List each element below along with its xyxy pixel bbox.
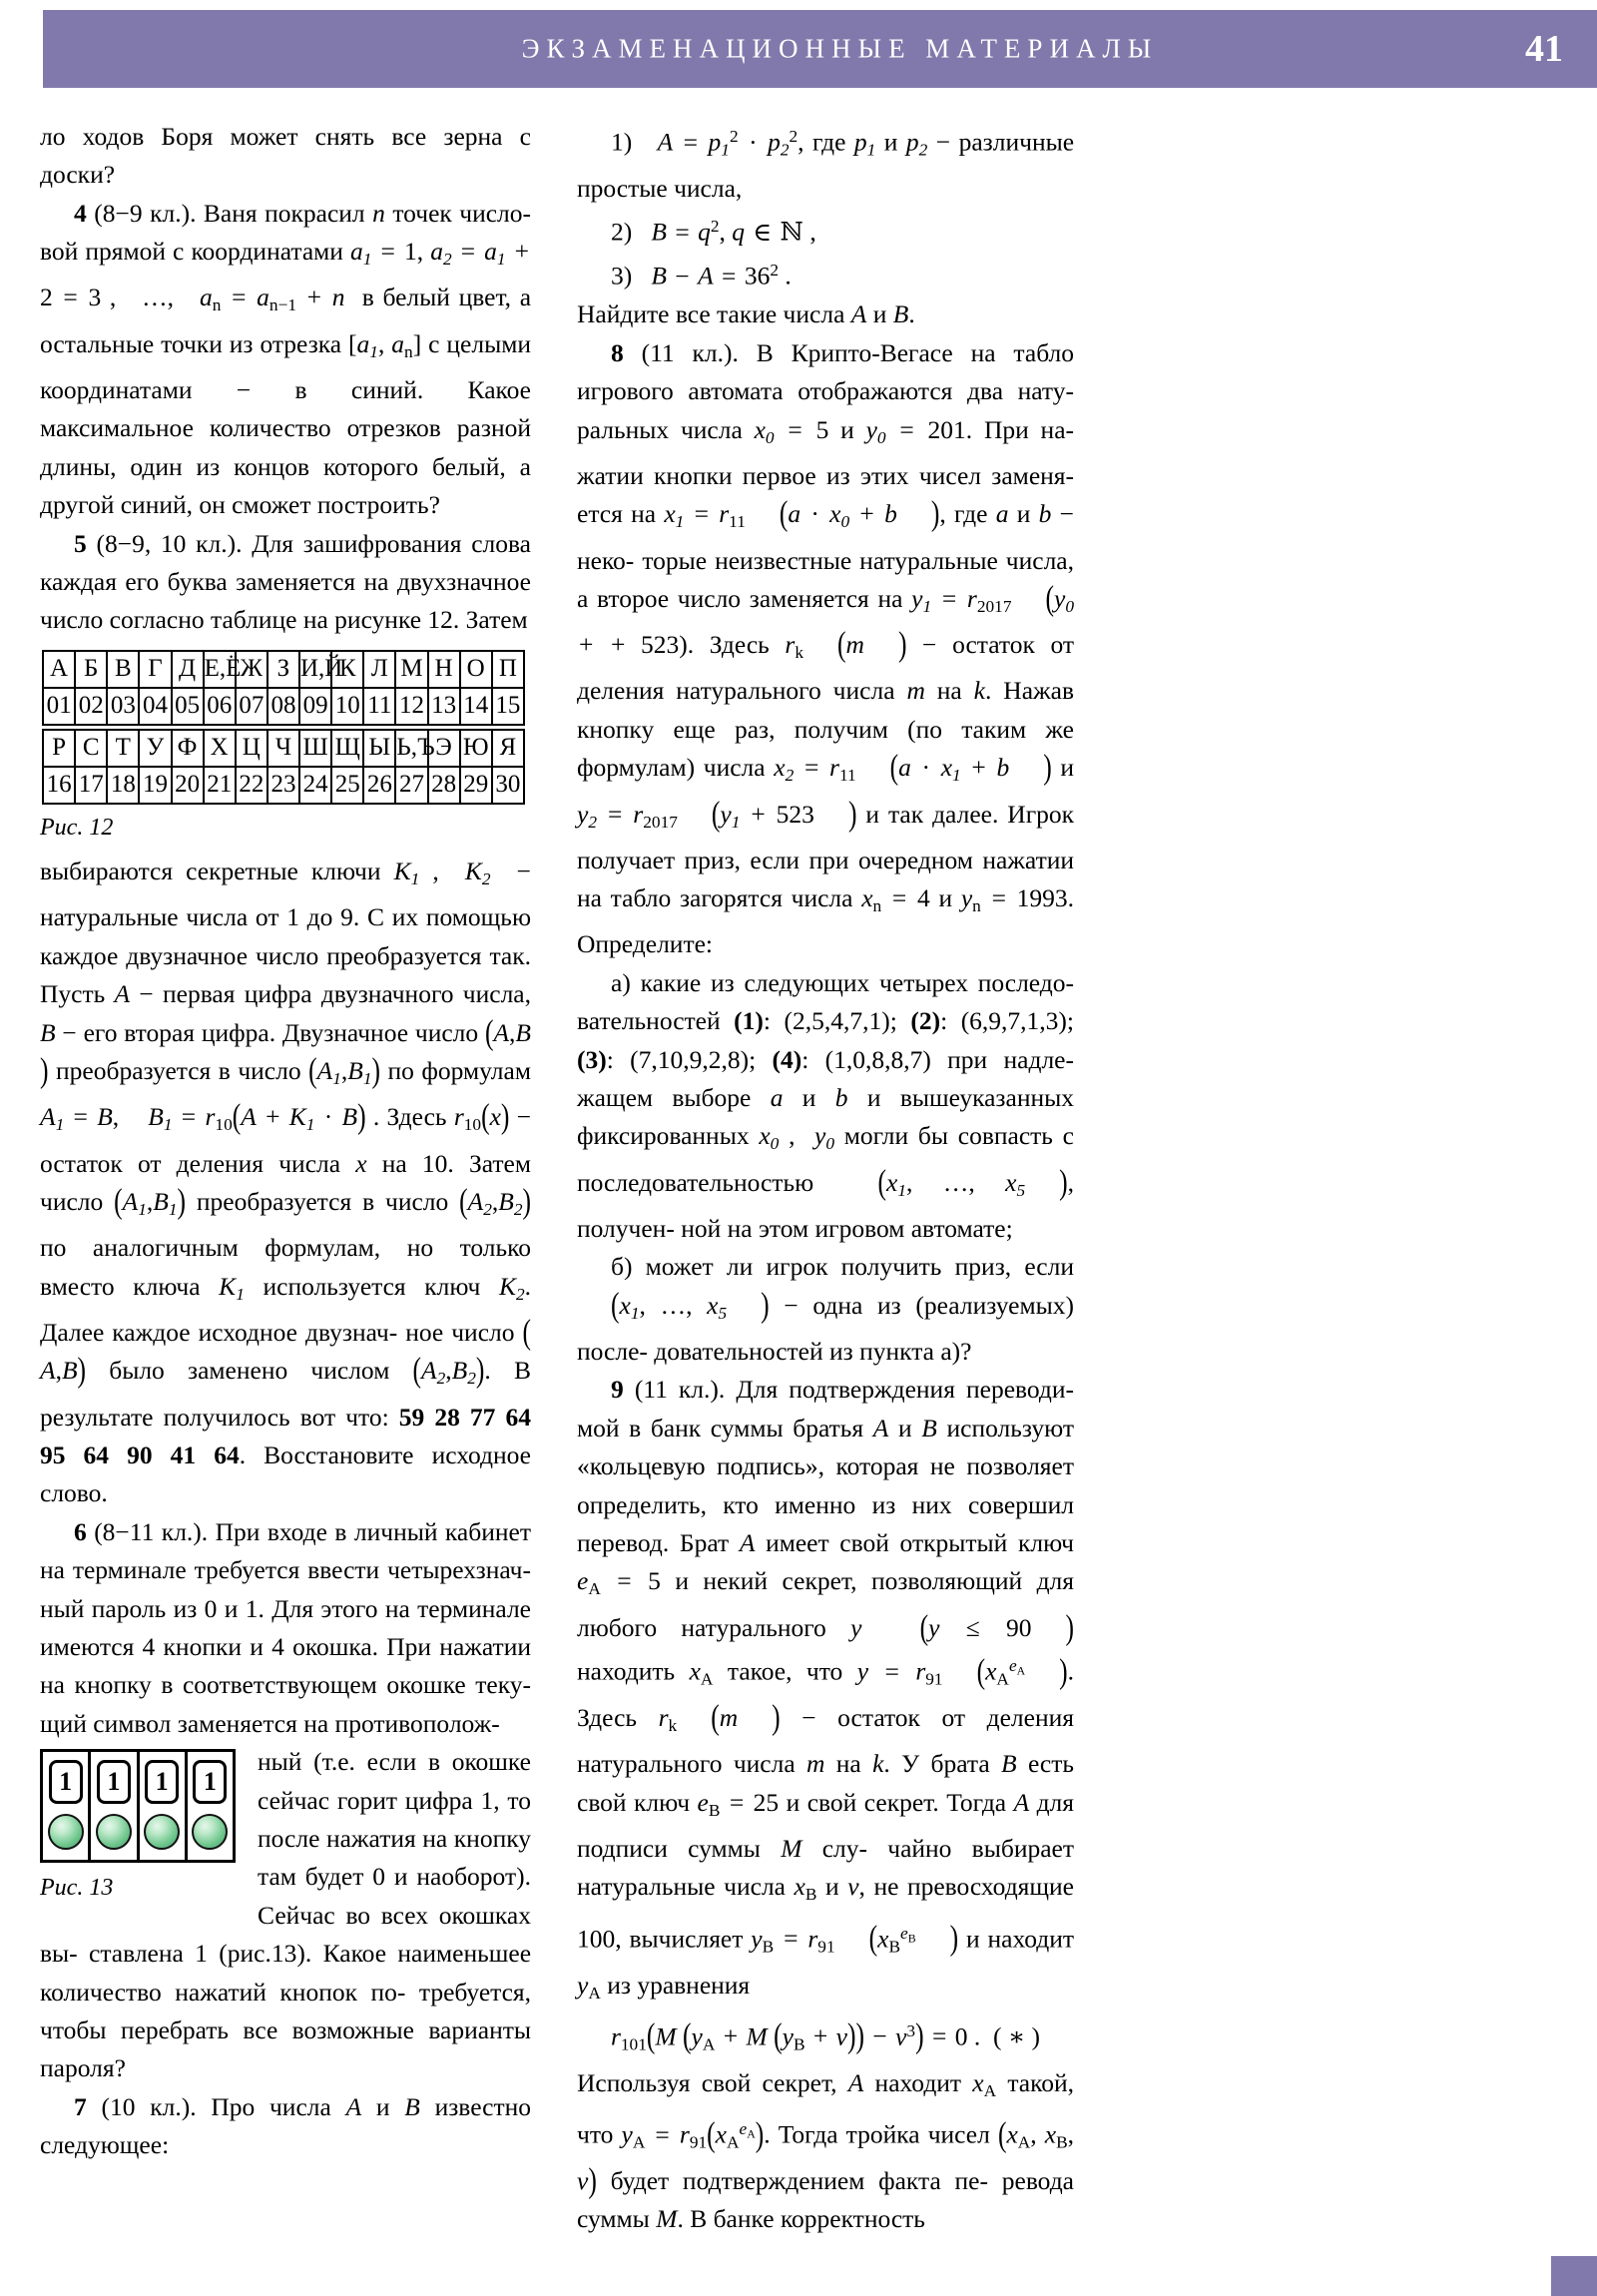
star-label: ( ∗ ) <box>992 2021 1041 2051</box>
seq-3-label: (3) <box>577 1044 607 1074</box>
p8-a-line4b: и <box>783 1083 835 1113</box>
figure-12 <box>40 650 531 847</box>
cell-letter: К <box>331 651 363 688</box>
p9-line16: что <box>577 2119 622 2149</box>
cell-letter: Д <box>172 651 204 688</box>
p9-line2b: и <box>888 1413 922 1442</box>
p5b-line10b: по аналогичным формулам, <box>40 1233 381 1263</box>
problem-4-number: 4 <box>74 198 87 228</box>
p8-line5: ется на <box>577 499 665 529</box>
cell-letter: Х <box>204 730 236 767</box>
item-1-tail3: − различные <box>927 127 1075 157</box>
terminal-slot <box>188 1752 233 1860</box>
cell-letter: Ь,Ъ <box>395 730 427 767</box>
p6-line8: требуется, чтобы перебрать все возможные <box>40 1977 532 2045</box>
table-row-codes-2 <box>43 767 524 804</box>
seq-2-label: (2) <box>910 1006 941 1036</box>
cell-letter: Б <box>75 651 107 688</box>
p8-line10: еще раз, получим (по таким же формулам) <box>577 714 1074 783</box>
problem-4-grade: (8−9 кл.). <box>94 198 197 228</box>
table-row-letters-1 <box>43 651 524 688</box>
p8-line8b: − остаток от деления <box>577 630 1075 706</box>
p9-line5b: имеет свой открытый ключ <box>755 1528 1074 1558</box>
p6-line7: наименьшее количество нажатий кнопок по- <box>40 1939 532 2007</box>
cell-letter: В <box>107 651 139 688</box>
p8-a-line5b: могли бы совпасть с <box>833 1121 1075 1151</box>
display-window: 1 <box>49 1760 83 1804</box>
p8-line6: торые неизвестные натуральные числа, а <box>577 545 1074 613</box>
p9-line8c: − <box>780 1703 816 1733</box>
cell-code: 18 <box>107 767 139 804</box>
p9-line10c: и свой <box>779 1787 857 1817</box>
p8-line3: ральных числа <box>577 414 755 444</box>
p9-line11b: для подписи суммы <box>577 1787 1075 1863</box>
figure-13-caption: Рис. 13 <box>40 1875 114 1902</box>
p7-line2: следующее: <box>40 2130 170 2160</box>
page-number: 41 <box>1525 28 1563 70</box>
cell-code: 20 <box>172 767 204 804</box>
problem-9: 9 (11 кл.). Для подтверждения переводи- мой в банк суммы братья A и B используют «кольцевую подпись», которая не позволяет определить, кто именно из них совершил перевод. Брат A имеет свой открытый ключ $e_A = 5$ и некий секрет, позволяющий для любого натурального y (y ≤ 90 ) находить $x_A$ такое, что $y = r_{91}$ ($x_A^{e_A}$ ). Здесь $r_k$ (m ) − остаток от деления натурального числа m на k. У брата B есть свой ключ $e_B = 25$ и свой секрет. Тогда A для подписи суммы M слу- чайно выбирает натуральные числа $x_B$ и v, не превосходящие 100, вычисляет $y_B = r_{91}$ ($x_B^{e_B}$ ) и находит $y_A$ из уравнения <box>577 1375 1075 2003</box>
cell-code: 24 <box>299 767 331 804</box>
p8-line5c: и <box>1008 499 1039 529</box>
cell-code: 01 <box>43 688 75 725</box>
problem-8: 8 (11 кл.). В Крипто-Вегасе на табло игрового автомата отображаются два нату- ральных числа $x_0 = 5$ и $y_0 = 201$. При на- жатии кнопки первое из этих чисел заменя- ется на $x_1 = r_{11}$ ($a \cdot x_0 + b$ ), где a и b − неко- торые неизвестные натуральные числа, а второе число заменяется на $y_1 = r_{2017}$ ($y_0$ + + 523). Здесь $r_k$ (m ) − остаток от деления натурального числа m на k. Нажав кнопку еще раз, получим (по таким же формулам) числа $x_2 = r_{11}$ ($a \cdot x_1 + b$ ) и $y_2 = r_{2017}$ ($y_1 + 523$ ) и так далее. Игрок получает приз, если при очередном нажатии на табло загорятся числа $x_n = 4$ и $y_n = 1993$. Определите: <box>577 337 1075 959</box>
cell-letter: Я <box>492 730 524 767</box>
cont-text: ло ходов Боря может снять все зерна с доски? <box>40 122 531 190</box>
p9-line2c: используют <box>936 1413 1075 1442</box>
problem-8-grade: (11 кл.). <box>641 337 739 367</box>
problem-7-number: 7 <box>74 2091 87 2121</box>
p9-line11c: слу- <box>801 1833 867 1863</box>
problem-7-item-2: 2) $B = q^2$, q ∈ ℕ , <box>611 217 816 247</box>
p9-line1: Для подтверждения переводи- <box>725 1375 1075 1405</box>
cell-letter: Ц <box>236 730 267 767</box>
problem-4-line6: длины, один из концов которого белый, а <box>40 451 531 481</box>
cell-code: 28 <box>428 767 460 804</box>
cell-code: 19 <box>139 767 171 804</box>
p5b-line8c: на <box>366 1148 407 1178</box>
cipher-table-part1 <box>42 650 525 726</box>
cell-letter: Е,Ё <box>204 651 236 688</box>
p9-line15c: такой, <box>996 2067 1074 2097</box>
p9-line10b: есть свой ключ <box>577 1749 1074 1817</box>
p6-line4: имеются 4 кнопки и 4 окошка. При нажатии <box>40 1632 531 1661</box>
p8-line2: игрового автомата отображаются два нату- <box>577 376 1074 406</box>
p5b-line13b: было заменено числом <box>86 1356 390 1386</box>
problem-9-number: 9 <box>611 1375 624 1405</box>
p8-line3b: и <box>828 414 866 444</box>
cell-letter: Ф <box>172 730 204 767</box>
cell-letter: Т <box>107 730 139 767</box>
p7-line1b: и <box>361 2091 405 2121</box>
cell-code: 23 <box>267 767 299 804</box>
cell-code: 12 <box>395 688 427 725</box>
problem-4-line3: цвет, а остальные точки из отрезка <box>40 283 532 358</box>
terminal-slot <box>43 1752 91 1860</box>
p9-line8b: . Здесь <box>577 1656 1075 1733</box>
p8-line3c: . При на- <box>965 414 1075 444</box>
cell-letter: Г <box>139 651 171 688</box>
cell-code: 25 <box>331 767 363 804</box>
p9-line12: чайно выбирает натуральные числа <box>577 1833 1075 1902</box>
cell-code: 09 <box>299 688 331 725</box>
p8-a-line7: ной на этом игровом автомате; <box>681 1213 1013 1243</box>
p9-line4: определить, кто именно из них совершил <box>577 1489 1074 1519</box>
p8-a-line2: вательностей <box>577 1006 735 1036</box>
seq-1-label: (1) <box>734 1006 764 1036</box>
p8-line9b: на <box>924 676 974 706</box>
p9-line18: ревода суммы <box>577 2165 1074 2234</box>
cell-code: 22 <box>236 767 267 804</box>
p8-b-line1: б) может ли игрок получить приз, если <box>611 1252 1074 1282</box>
cell-code: 29 <box>460 767 492 804</box>
p8-line8: + 523). Здесь <box>611 630 786 660</box>
cell-code: 21 <box>204 767 236 804</box>
problem-8-part-a: а) какие из следующих четырех последо- вательностей (1): (2,5,4,7,1); (2): (6,9,7,1,3); (3): (7,10,9,2,8); (4): (1,0,8,8,7) при надле- жащем выборе a и b и вышеуказанных фиксированных $x_0$ , $y_0$ могли бы совпасть с последовательностью ($x_1$, …, $x_5$ ), получен- ной на этом игровом автомате; <box>577 967 1075 1243</box>
p5b-line8b: − остаток от деления числа <box>40 1102 532 1178</box>
p5b-line2: натуральные числа от 1 до 9. С их помощью <box>40 902 531 932</box>
p9-line14b: из уравнения <box>600 1970 751 2000</box>
cell-code: 10 <box>331 688 363 725</box>
seq-1-values: (2,5,4,7,1) <box>784 1006 890 1036</box>
problem-4-line7: другой синий, он сможет построить? <box>40 490 440 520</box>
p5b-line1: выбираются секретные ключи <box>40 857 394 886</box>
p6-wrap6: ставлена 1 (рис.13). Какое <box>89 1939 387 1969</box>
p8-a-line4: жащем выборе <box>577 1083 771 1113</box>
p5b-line10: число <box>385 1187 460 1216</box>
cell-letter: О <box>460 651 492 688</box>
p9-line7b: находить <box>577 1656 676 1686</box>
cell-letter: У <box>139 730 171 767</box>
p9-line15b: находит <box>863 2067 973 2097</box>
p5b-line13: ное число <box>405 1317 523 1347</box>
p5b-line8: Здесь <box>386 1102 454 1132</box>
problem-4-line4: целыми координатами − в синий. Какое <box>40 328 531 404</box>
problem-8-part-b: б) может ли игрок получить приз, если ($x_1$, …, $x_5$ ) − одна из (реализуемых) после- довательностей из пункта а)? <box>577 1252 1074 1367</box>
p5b-line4b: − первая цифра двузначного числа, <box>130 979 531 1009</box>
find-text: Найдите все такие числа <box>577 299 851 329</box>
item-1-tail: , где <box>798 127 854 157</box>
terminal-slot <box>140 1752 188 1860</box>
cell-code: 02 <box>75 688 107 725</box>
problem-4-line3b: с <box>421 328 440 358</box>
problem-9-grade: (11 кл.). <box>634 1375 726 1405</box>
problem-5-line2: каждая его буква заменяется на двухзначное <box>40 567 531 596</box>
cell-letter: Ы <box>363 730 395 767</box>
p6-wrap4: там будет 0 и наоборот). <box>258 1862 531 1892</box>
cell-letter: А <box>43 651 75 688</box>
seq-4-label: (4) <box>772 1044 802 1074</box>
p9-line12b: и <box>816 1872 848 1902</box>
p6-line2: на терминале требуется ввести четырехзнач- <box>40 1555 531 1585</box>
p5b-line12: ключ <box>424 1271 499 1301</box>
p5b-line11b: используется <box>244 1271 406 1301</box>
problem-4-line2: вой прямой с координатами <box>40 237 351 267</box>
p6-line1: При входе в личный кабинет <box>208 1516 531 1546</box>
p5b-line12b: . Далее каждое исходное двузнач- <box>40 1271 532 1347</box>
find-text-c: . <box>908 299 915 329</box>
display-window: 1 <box>97 1760 131 1804</box>
problem-5-grade: (8−9, 10 кл.). <box>96 528 243 558</box>
cell-code: 06 <box>204 688 236 725</box>
cell-letter: М <box>395 651 427 688</box>
problem-6-number: 6 <box>74 1516 87 1546</box>
problem-5-continued: выбираются секретные ключи $K_1$ , $K_2$ − натуральные числа от 1 до 9. С их помощью каждое двузначное число преобразуется так. Пусть A − первая цифра двузначного числа, B − его вторая цифра. Двузначное число (A,B) преобразуется в число $(A_1,B_1)$ по формулам $A_1 = B$, $B_1 = r_{10}(A + K_1 \cdot B)$ . Здесь $r_{10}(x)$ − остаток от деления числа x на 10. Затем число $(A_1,B_1)$ преобразуется в число $(A_2,B_2)$ по аналогичным формулам, но только вместо ключа $K_1$ используется ключ $K_2$. Далее каждое исходное двузнач- ное число (A,B) было заменено числом $(A_2,B_2)$. В результате получилось вот что: 59 28 77 64 95 64 90 41 64. Восстановите исходное слово. <box>40 857 532 1508</box>
p8-line12: и так далее. Игрок получает приз, если при <box>577 799 1075 874</box>
cell-code: 14 <box>460 688 492 725</box>
p5b-line4: Пусть <box>40 979 115 1009</box>
p9-line9b: на <box>824 1749 861 1779</box>
cipher-result: 59 28 77 64 95 64 90 41 64 <box>40 1402 531 1469</box>
p8-a-line6: последовательностью <box>577 1167 844 1197</box>
p5b-line14: . В результате получилось вот что: <box>40 1356 531 1432</box>
p9-line7: любого натурального <box>577 1612 851 1642</box>
cell-code: 26 <box>363 767 395 804</box>
problem-7: 7 (10 кл.). Про числа A и B известно следующее: <box>40 2091 532 2160</box>
problem-7-grade: (10 кл.). <box>101 2091 197 2121</box>
push-button-icon[interactable] <box>96 1814 132 1850</box>
cell-letter: Л <box>363 651 395 688</box>
cell-code: 30 <box>492 767 524 804</box>
p8-a-line3: при надле- <box>930 1044 1074 1074</box>
problem-4-line5: максимальное количество отрезков разной <box>40 413 531 443</box>
cell-letter: Ж <box>236 651 267 688</box>
problem-8-number: 8 <box>611 337 624 367</box>
p8-a-line5: фиксированных <box>577 1121 760 1151</box>
cell-letter: Ю <box>460 730 492 767</box>
p8-line5b: , где <box>939 499 996 529</box>
p8-line4: жатии кнопки первое из этих чисел заменя- <box>577 460 1074 490</box>
find-text-b: и <box>866 299 893 329</box>
p9-line13: не превосходящие 100, вычисляет <box>577 1872 1074 1954</box>
cell-letter: Н <box>428 651 460 688</box>
p9-line17: будет подтверждением факта пе- <box>596 2165 988 2195</box>
cell-code: 15 <box>492 688 524 725</box>
p6-line6: щий символ заменяется на противополож- <box>40 1708 500 1738</box>
item-3-label: 3) <box>611 262 633 291</box>
p6-wrap3: после нажатия на кнопку <box>258 1824 531 1854</box>
page-title: ЭКЗАМЕНАЦИОННЫЕ МАТЕРИАЛЫ <box>521 33 1159 64</box>
problem-7-item-3: 3) $B - A = 36^2$ . <box>611 261 792 291</box>
p6-wrap5: Сейчас во всех окошках вы- <box>40 1900 531 1969</box>
problem-7-item-1: 1) $A = p_1^2 \cdot p_2^2$, где $p_1$ и $p_2$ − различные простые числа, <box>577 127 1075 203</box>
cell-letter: Ш <box>299 730 331 767</box>
cell-letter: Р <box>43 730 75 767</box>
p9-line15: Используя свой секрет, <box>577 2067 848 2097</box>
p6-line9: варианты пароля? <box>40 2015 532 2083</box>
p9-line14: и находит <box>958 1924 1075 1954</box>
p9-line18b: . В банке корректность <box>677 2204 925 2234</box>
display-window: 1 <box>145 1760 179 1804</box>
p5b-line11: но только вместо ключа <box>40 1233 531 1301</box>
table-row-letters-2 <box>43 730 524 767</box>
cell-letter: Щ <box>331 730 363 767</box>
terminal-slot <box>91 1752 139 1860</box>
p6-line3: ный пароль из 0 и 1. Для этого на терминале <box>40 1593 531 1623</box>
p9-line10: . У брата <box>883 1749 1002 1779</box>
p8-line11: числа <box>703 753 775 783</box>
figure-13 <box>40 1749 240 1907</box>
problem-6-grade: (8−11 кл.). <box>94 1516 209 1546</box>
cell-letter: Ч <box>267 730 299 767</box>
p8-line7: второе число заменяется на <box>597 583 912 613</box>
p9-line16b: . Тогда тройка чисел <box>764 2119 990 2149</box>
display-window: 1 <box>193 1760 227 1804</box>
p7-line1: Про числа <box>196 2091 346 2121</box>
p9-line3: «кольцевую подпись», которая не позволяет <box>577 1451 1074 1481</box>
table-row-codes-1 <box>43 688 524 725</box>
p5b-line6b: по <box>379 1056 414 1086</box>
problem-5 <box>40 525 531 640</box>
p5b-line3: каждое двузначное число преобразуется так. <box>40 940 531 970</box>
cell-letter: З <box>267 651 299 688</box>
p8-line14b: . Определите: <box>577 883 1075 959</box>
page-header-band <box>43 10 1597 88</box>
p8-line9: натурального числа <box>676 676 907 706</box>
problem-5-line1: Для зашифрования слова <box>242 528 532 558</box>
cell-code: 03 <box>107 688 139 725</box>
p5b-line5: − его вторая цифра. Двузначное число <box>55 1017 479 1047</box>
p9-line8: такое, что <box>713 1656 857 1686</box>
cell-code: 27 <box>395 767 427 804</box>
push-button-icon[interactable] <box>144 1814 180 1850</box>
push-button-icon[interactable] <box>192 1814 228 1850</box>
item-2-label: 2) <box>611 217 633 247</box>
p6-wrap1: ный (т.е. если в окошке <box>258 1747 531 1777</box>
p9-line5: перевод. Брат <box>577 1528 740 1558</box>
push-button-icon[interactable] <box>48 1814 84 1850</box>
p8-line9c: . Нажав кнопку <box>577 676 1075 744</box>
p8-b-line2: − одна из (реализуемых) после- <box>577 1290 1074 1367</box>
p8-a-line6b: , получен- <box>577 1167 1074 1243</box>
problem-4-text-a: Ваня покрасил <box>196 198 373 228</box>
paragraph-continuation <box>40 118 531 195</box>
p8-a-line1: а) какие из следующих четырех последо- <box>611 967 1074 997</box>
seq-2-values: (6,9,7,1,3) <box>960 1006 1067 1036</box>
cell-code: 11 <box>363 688 395 725</box>
p6-line5: на кнопку в соответствующем окошке теку- <box>40 1670 531 1700</box>
cell-letter: И,Й <box>299 651 331 688</box>
cipher-table-part2 <box>42 729 525 805</box>
p6-wrap2: сейчас горит цифра 1, то <box>258 1785 531 1815</box>
item-1-label: 1) <box>611 127 633 157</box>
problem-5-line3: число согласно таблице на рисунке 12. Затем <box>40 605 528 635</box>
cell-letter: Э <box>428 730 460 767</box>
cell-letter: С <box>75 730 107 767</box>
p8-line13: очередном нажатии на табло загорятся числа <box>577 845 1075 913</box>
cell-code: 07 <box>236 688 267 725</box>
problem-6 <box>40 1513 531 1743</box>
problem-5-number: 5 <box>74 528 87 558</box>
p9-line11: секрет. Тогда <box>863 1787 1014 1817</box>
figure-12-caption: Рис. 12 <box>40 814 114 841</box>
p8-line1: В Крипто-Вегасе на табло <box>738 337 1075 367</box>
p8-b-line3: довательностей из пункта а)? <box>654 1337 972 1367</box>
p5b-line9: 10. Затем число <box>40 1148 531 1216</box>
p8-line14: и <box>929 883 961 913</box>
p5b-line15: исходное слово. <box>40 1439 531 1508</box>
p9-line6: и некий секрет, позволяющий для <box>660 1566 1075 1596</box>
cell-code: 05 <box>172 688 204 725</box>
cell-code: 16 <box>43 767 75 804</box>
cell-letter: П <box>492 651 524 688</box>
p7-line1c: известно <box>419 2091 532 2121</box>
cell-code: 08 <box>267 688 299 725</box>
problem-7-find-line: Найдите все такие числа A и B. <box>577 299 915 329</box>
item-1-line2: простые числа, <box>577 173 743 203</box>
problem-9-continued: Используя свой секрет, A находит $x_A$ такой, что $y_A = r_{91}(x_A^{e_A})$. Тогда тройка чисел ($x_A$, $x_B$, v) будет подтверждением факта пе- ревода суммы M. В банке корректность <box>577 2067 1075 2234</box>
p5b-line9b: преобразуется в <box>186 1187 375 1216</box>
p5b-line6: преобразуется в число <box>48 1056 309 1086</box>
equation-star: $r_{101}(M$ ($y_A + M$ $(y_B + v)) - v^3) = 0$ . ( ∗ ) <box>610 2016 1041 2056</box>
problem-4: 4 (8−9 кл.). Ваня покрасил n точек число- вой прямой с координатами $a_1 = 1$, $a_2 = a_1 + 2 = 3$ , …, $a_n = a_{n-1} + n$ в белый цвет, а остальные точки из отрезка [$a_1$, $a_n$] с целыми координатами − в синий. Какое максимальное количество отрезков разной длины, один из концов которого белый, а другой синий, он сможет построить? <box>40 198 532 520</box>
p8-a-line4c: и вышеуказанных <box>847 1083 1074 1113</box>
corner-decoration <box>1551 2256 1597 2296</box>
p9-line9: остаток от деления натурального числа <box>577 1703 1074 1779</box>
terminal-device <box>40 1749 236 1863</box>
seq-4-values: (1,0,8,8,7) <box>824 1044 931 1074</box>
left-column <box>40 118 531 2165</box>
right-column <box>577 118 1074 2239</box>
problem-4-text-b: точек число- <box>384 198 532 228</box>
p5b-line7: формулам <box>421 1056 531 1086</box>
cell-code: 17 <box>75 767 107 804</box>
item-1-tail2: и <box>875 127 906 157</box>
p9-line2: мой в банк суммы братья <box>577 1413 873 1442</box>
p9-line12c: , <box>858 1872 865 1902</box>
seq-3-values: (7,10,9,2,8) <box>630 1044 750 1074</box>
p8-line5d: − неко- <box>577 499 1075 575</box>
cell-code: 04 <box>139 688 171 725</box>
cell-code: 13 <box>428 688 460 725</box>
